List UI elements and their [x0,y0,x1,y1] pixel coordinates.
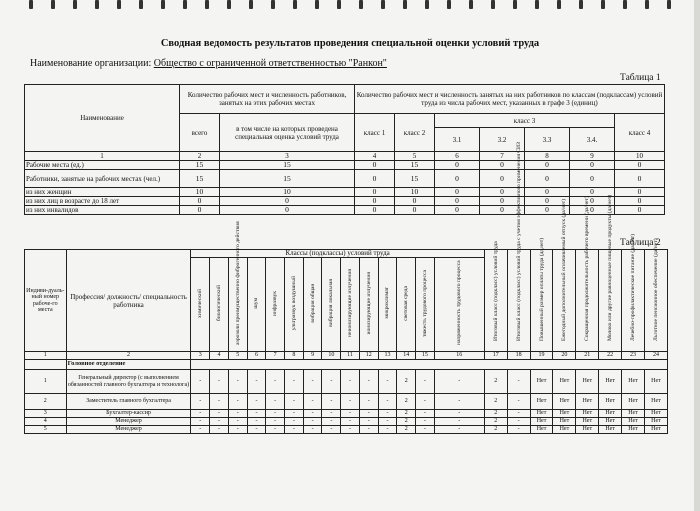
factor-class: - [266,394,285,410]
col-number: 24 [644,352,667,360]
factor-class: 2 [397,370,416,394]
factor-class: - [341,426,360,434]
col-header-extra-pay: Повышенный размер оплаты труда (да,нет) [538,238,545,342]
col-header-class2: класс 2 [395,114,435,152]
cell-value: 0 [525,197,570,206]
table-row [25,410,668,418]
guarantee-value: 2 [484,426,507,434]
workplace-id: 4 [25,418,67,426]
guarantee-value: Нет [644,394,667,410]
guarantee-value: Нет [599,410,622,418]
guarantee-value: Нет [599,370,622,394]
col-header-factor: ультразвук воздушный [290,276,297,331]
factor-class: - [285,418,304,426]
guarantee-value: Нет [644,370,667,394]
col-number: 8 [525,152,570,161]
guarantee-value: Нет [530,370,553,394]
guarantee-value: Нет [644,426,667,434]
factor-class: - [303,418,322,426]
factor-class: - [322,370,341,394]
cell-value: 0 [570,170,615,188]
factor-class: - [322,426,341,434]
factor-class: - [210,394,229,410]
col-header-work-classes: Классы (подклассы) условий труда [191,250,484,258]
guarantee-value: - [507,370,530,394]
guarantee-value: Нет [576,410,599,418]
col-number: 1 [25,352,67,360]
group-header: Головное отделение [66,360,191,370]
col-header-factor: биологический [216,285,223,322]
table-row [25,161,665,170]
col-header-classes: Количество рабочих мест и численность занятых на них работников по классам (подклассам) условий труда из числа рабочих мест, указанных в графе 3 (единиц) [355,85,665,114]
col-header-3-3: 3.3 [525,128,570,152]
col-header-factor: химический [197,288,204,318]
col-header-final-class-ppe: Итоговый класс (подкласс) условий труда с учетом эффективного применения СИЗ [515,142,522,342]
cell-value: 15 [220,170,355,188]
cell-value: 0 [355,170,395,188]
factor-class: - [247,394,266,410]
factor-class: 2 [397,410,416,418]
table-row [25,370,668,394]
table-row [25,197,665,206]
col-header-3-4: 3.4. [570,128,615,152]
col-header-factor: световая среда [403,285,410,321]
table2-number-row [25,352,668,360]
guarantee-value: Нет [553,418,576,426]
table2-label: Таблица 2 [620,238,661,248]
cell-value: 0 [525,170,570,188]
col-header-factor: вибрация общая [309,283,316,323]
col-header-name: Наименование [25,85,180,152]
profession-name: Заместитель главного бухгалтера [66,394,191,410]
factor-class: - [228,394,247,410]
col-number: 4 [210,352,229,360]
guarantee-value: Нет [599,426,622,434]
factor-class: - [359,370,378,394]
col-number: 5 [395,152,435,161]
col-header-3-1: 3.1 [435,128,480,152]
guarantee-value: Нет [644,410,667,418]
col-number: 20 [553,352,576,360]
table-row [25,170,665,188]
col-number: 2 [66,352,191,360]
factor-class: - [247,426,266,434]
guarantee-value: Нет [644,418,667,426]
factor-class: - [303,370,322,394]
guarantee-value: Нет [553,394,576,410]
cell-value: 0 [615,161,665,170]
col-number: 14 [397,352,416,360]
col-number: 10 [322,352,341,360]
factor-class: - [378,370,397,394]
cell-value: 0 [220,206,355,215]
row-label: из них лиц в возрасте до 18 лет [25,197,180,206]
col-number: 18 [507,352,530,360]
cell-value: 0 [570,206,615,215]
col-number: 9 [303,352,322,360]
table-row [25,418,668,426]
factor-class: - [359,418,378,426]
table-row [25,206,665,215]
col-number: 2 [180,152,220,161]
profession-name: Генеральный директор (с выполнением обязанностей главного бухгалтера и технолога) [66,370,191,394]
guarantee-value: Нет [599,394,622,410]
col-header-class1: класс 1 [355,114,395,152]
col-number: 22 [599,352,622,360]
col-header-factor: ионизирующие излучения [365,271,372,335]
cell-value: 0 [480,188,525,197]
col-header-factor: вибрация локальная [328,279,335,328]
col-number: 15 [416,352,435,360]
col-header-factor: тяжесть трудового процесса [421,269,428,337]
factor-class: - [378,394,397,410]
cell-value: 0 [480,170,525,188]
table1-number-row [25,152,665,161]
row-label: из них женщин [25,188,180,197]
cell-value: 0 [570,197,615,206]
col-number: 10 [615,152,665,161]
cell-value: 0 [355,206,395,215]
guarantee-value: Нет [530,394,553,410]
guarantee-value: Нет [622,426,645,434]
col-header-final-class: Итоговый класс (подкласс) условий труда [492,241,499,342]
col-header-extra-leave: Ежегодный дополнительный оплачиваемый отпуск (да/нет) [561,199,568,342]
guarantee-value: - [507,410,530,418]
guarantee-value: 2 [484,418,507,426]
cell-value: 0 [570,188,615,197]
factor-class: - [266,418,285,426]
col-number: 11 [341,352,360,360]
cell-value: 15 [180,170,220,188]
factor-class: - [322,394,341,410]
col-header-workplace-id: Индиви-дуаль-ный номер рабоче-го места [25,250,67,352]
factor-class: - [228,418,247,426]
cell-value: 0 [435,197,480,206]
cell-value: 10 [395,188,435,197]
cell-value: 0 [355,161,395,170]
cell-value: 0 [435,170,480,188]
factor-class: - [285,410,304,418]
col-header-reduced-hours: Сокращенная продолжительность рабочего времени (да/нет) [584,196,591,342]
cell-value: 0 [615,170,665,188]
col-header-milk: Молоко или другие равноценные пищевые продукты (да/нет) [607,195,614,342]
cell-value: 15 [395,161,435,170]
guarantee-value: Нет [622,370,645,394]
guarantee-value: Нет [576,418,599,426]
col-number: 23 [622,352,645,360]
cell-value: 0 [615,197,665,206]
factor-class: - [191,426,210,434]
col-header-factor: инфразвук [272,290,279,316]
factor-class: - [303,394,322,410]
cell-value: 15 [395,170,435,188]
col-number: 9 [570,152,615,161]
cell-value: 0 [180,206,220,215]
col-number: 19 [530,352,553,360]
factor-class: - [416,418,435,426]
cell-value: 0 [480,206,525,215]
guarantee-value: Нет [553,410,576,418]
factor-class: - [191,394,210,410]
cell-value: 0 [615,188,665,197]
col-header-pension: Льготное пенсионное обеспечение (да/нет) [652,238,659,342]
factor-class: - [210,410,229,418]
cell-value: 0 [355,188,395,197]
col-header-factor: микроклимат [384,287,391,320]
factor-class: - [434,426,484,434]
col-header-factor: шум [253,297,260,309]
cell-value: 0 [525,206,570,215]
guarantee-value: - [507,426,530,434]
guarantee-value: 2 [484,410,507,418]
factor-class: - [285,370,304,394]
factor-class: - [247,370,266,394]
cell-value: 0 [525,161,570,170]
col-header-3-2: 3.2 [480,128,525,152]
factor-class: - [210,426,229,434]
factor-class: - [434,370,484,394]
guarantee-value: - [507,418,530,426]
table-row [25,394,668,410]
col-number: 17 [484,352,507,360]
factor-class: - [434,394,484,410]
cell-value: 0 [480,161,525,170]
factor-class: - [359,426,378,434]
factor-class: - [228,410,247,418]
cell-value: 0 [480,197,525,206]
factor-class: - [266,370,285,394]
factor-class: - [285,394,304,410]
factor-class: - [266,426,285,434]
factor-class: - [228,370,247,394]
factor-class: - [247,418,266,426]
factor-class: - [416,394,435,410]
guarantee-value: - [507,394,530,410]
table-row [25,426,668,434]
factor-class: 2 [397,394,416,410]
guarantee-value: Нет [622,418,645,426]
organization-label: Наименование организации: [30,58,152,69]
factor-class: - [303,410,322,418]
cell-value: 0 [355,197,395,206]
cell-value: 0 [435,188,480,197]
summary-table [24,84,665,215]
row-label: из них инвалидов [25,206,180,215]
col-header-diet: Лечебно-профилактическое питание (да/нет) [630,234,637,342]
col-number: 7 [480,152,525,161]
factor-class: - [434,410,484,418]
guarantee-value: Нет [530,426,553,434]
guarantee-value: Нет [576,394,599,410]
col-header-factor: напряженность трудового процесса [456,260,463,346]
guarantee-value: Нет [553,370,576,394]
factor-class: - [285,426,304,434]
factor-class: - [191,370,210,394]
col-number: 1 [25,152,180,161]
factor-class: - [378,426,397,434]
col-number: 16 [434,352,484,360]
factor-class: - [303,426,322,434]
guarantee-value: Нет [553,426,576,434]
guarantee-value: Нет [622,410,645,418]
profession-name: Менеджер [66,418,191,426]
col-number: 6 [435,152,480,161]
factor-class: - [416,426,435,434]
factor-class: - [416,370,435,394]
col-number: 13 [378,352,397,360]
organization-line [30,58,387,69]
col-number: 7 [266,352,285,360]
cell-value: 0 [525,188,570,197]
factor-class: - [341,418,360,426]
guarantee-value: Нет [576,370,599,394]
cell-value: 0 [220,197,355,206]
cell-value: 0 [435,206,480,215]
col-number: 3 [191,352,210,360]
workplace-id: 2 [25,394,67,410]
guarantee-value: 2 [484,370,507,394]
cell-value: 0 [615,206,665,215]
factor-class: - [266,410,285,418]
col-number: 3 [220,152,355,161]
profession-name: Менеджер [66,426,191,434]
cell-value: 15 [220,161,355,170]
workplace-id: 1 [25,370,67,394]
factor-class: - [322,418,341,426]
profession-name: Бухгалтер-кассир [66,410,191,418]
guarantee-value: Нет [622,394,645,410]
cell-value: 10 [220,188,355,197]
col-header-total: всего [180,114,220,152]
col-number: 8 [285,352,304,360]
factor-class: - [210,370,229,394]
factor-class: - [434,418,484,426]
page-edge [694,0,700,511]
col-header-factor: неионизирующие излучения [347,269,354,338]
factor-class: - [359,394,378,410]
factor-class: - [341,394,360,410]
cell-value: 15 [180,161,220,170]
factor-class: - [341,410,360,418]
document-title: Сводная ведомость результатов проведения специальной оценки условий труда [160,38,540,49]
col-number: 4 [355,152,395,161]
workplace-id: 5 [25,426,67,434]
factor-class: - [210,418,229,426]
guarantee-value: Нет [576,426,599,434]
guarantee-value: Нет [530,410,553,418]
factor-class: - [378,418,397,426]
col-header-class3: класс 3 [435,114,615,128]
factor-class: - [191,410,210,418]
col-number: 5 [228,352,247,360]
row-label: Рабочие места (ед.) [25,161,180,170]
guarantee-value: Нет [599,418,622,426]
cell-value: 0 [180,197,220,206]
factor-class: 2 [397,426,416,434]
cell-value: 0 [435,161,480,170]
cell-value: 10 [180,188,220,197]
cell-value: 0 [395,197,435,206]
guarantee-value: 2 [484,394,507,410]
factor-class: - [228,426,247,434]
cell-value: 0 [395,206,435,215]
factor-class: - [191,418,210,426]
guarantee-value: Нет [530,418,553,426]
cell-value: 0 [570,161,615,170]
factor-class: 2 [397,418,416,426]
factor-class: - [322,410,341,418]
table1-label: Таблица 1 [620,73,661,83]
factor-class: - [359,410,378,418]
col-number: 12 [359,352,378,360]
col-header-assessed: в том числе на которых проведена специальная оценка условий труда [220,114,355,152]
factor-class: - [247,410,266,418]
col-header-factor: аэрозоли преимущественно фиброгенного действия [234,221,241,346]
col-header-class4: класс 4 [615,114,665,152]
factor-class: - [341,370,360,394]
table-row [25,188,665,197]
row-label: Работники, занятые на рабочих местах (чел.) [25,170,180,188]
organization-name: Общество с ограниченной ответственностью "Ранкон" [153,58,387,69]
factor-class: - [378,410,397,418]
col-number: 6 [247,352,266,360]
binding-holes [0,0,700,10]
col-header-profession: Профессия/ должность/ специальность работника [66,250,191,352]
col-header-count: Количество рабочих мест и численность работников, занятых на этих рабочих местах [180,85,355,114]
workplace-id: 3 [25,410,67,418]
col-number: 21 [576,352,599,360]
factor-class: - [416,410,435,418]
